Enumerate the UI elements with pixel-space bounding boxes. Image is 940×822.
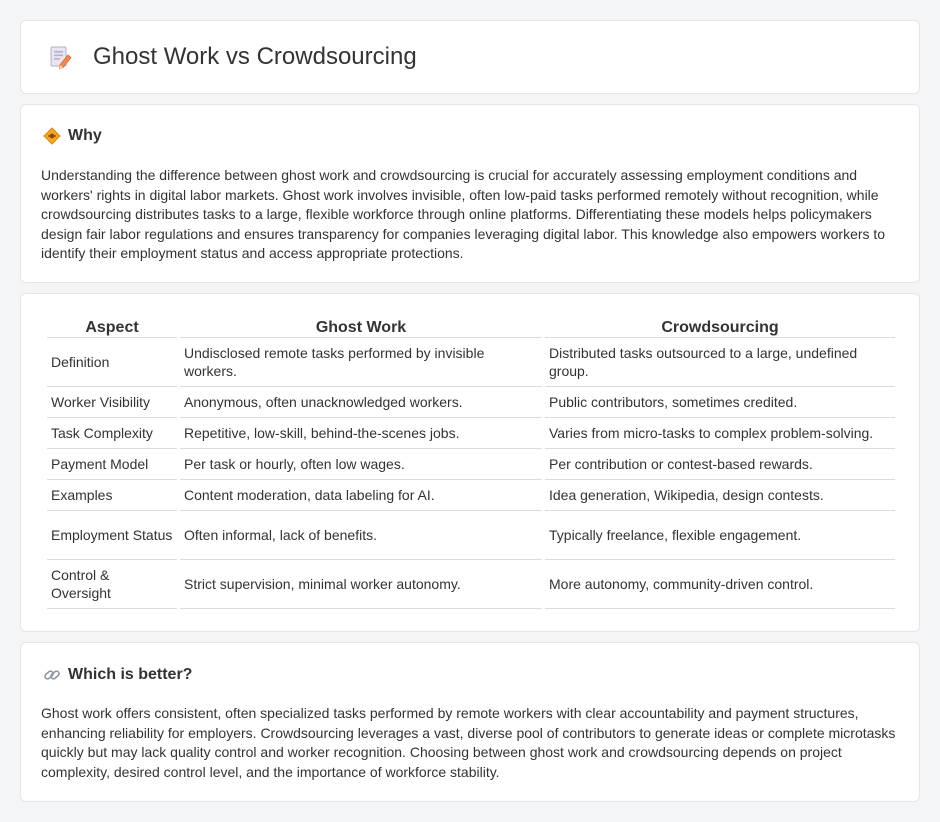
ghost-work-cell: Repetitive, low-skill, behind-the-scenes jobs. — [180, 418, 542, 449]
table-row — [47, 338, 895, 387]
crowdsourcing-cell: More autonomy, community-driven control. — [545, 560, 895, 609]
crowdsourcing-cell: Idea generation, Wikipedia, design contests. — [545, 480, 895, 511]
aspect-cell: Payment Model — [47, 449, 177, 480]
table-header-row — [47, 316, 895, 338]
table-row — [47, 480, 895, 511]
page-title: Ghost Work vs Crowdsourcing — [93, 43, 417, 70]
aspect-cell: Employment Status — [47, 511, 177, 560]
why-heading — [43, 127, 102, 145]
crowdsourcing-cell: Per contribution or contest-based rewards. — [545, 449, 895, 480]
better-heading — [43, 666, 192, 684]
link-icon — [43, 666, 61, 684]
ghost-work-cell: Strict supervision, minimal worker autonomy. — [180, 560, 542, 609]
header-aspect: Aspect — [47, 316, 177, 338]
header-crowdsourcing: Crowdsourcing — [545, 316, 895, 338]
ghost-work-cell: Per task or hourly, often low wages. — [180, 449, 542, 480]
comparison-card — [20, 293, 920, 632]
table-row — [47, 511, 895, 560]
table-row — [47, 418, 895, 449]
aspect-cell: Task Complexity — [47, 418, 177, 449]
aspect-cell: Worker Visibility — [47, 387, 177, 418]
header-card — [20, 20, 920, 94]
table-row — [47, 387, 895, 418]
diamond-sign-icon — [43, 127, 61, 145]
table-row — [47, 449, 895, 480]
ghost-work-cell: Anonymous, often unacknowledged workers. — [180, 387, 542, 418]
why-section — [20, 104, 920, 283]
which-is-better-section — [20, 642, 920, 802]
why-text: Understanding the difference between ghost work and crowdsourcing is crucial for accurately assessing employment conditions and workers' rights in digital labor markets. Ghost work involves invisible, often low-paid tasks performed remotely without recognition, while crowdsourcing distributes tasks to a large, flexible workforce through online platforms. Differentiating these models helps policymakers design fair labor regulations and ensures transparency for companies leveraging digital labor. This knowledge also empowers workers to identify their employment status and access appropriate protections. — [41, 167, 886, 262]
aspect-cell: Examples — [47, 480, 177, 511]
crowdsourcing-cell: Varies from micro-tasks to complex problem-solving. — [545, 418, 895, 449]
better-title: Which is better? — [68, 666, 193, 683]
crowdsourcing-cell: Public contributors, sometimes credited. — [545, 387, 895, 418]
document-pencil-icon — [47, 44, 73, 70]
aspect-cell: Definition — [47, 338, 177, 387]
crowdsourcing-cell: Typically freelance, flexible engagement. — [545, 511, 895, 560]
aspect-cell: Control & Oversight — [47, 560, 177, 609]
crowdsourcing-cell: Distributed tasks outsourced to a large, undefined group. — [545, 338, 895, 387]
table-row — [47, 560, 895, 609]
better-text: Ghost work offers consistent, often specialized tasks performed by remote workers with clear accountability and payment structures, enhancing reliability for employers. Crowdsourcing leverages a vast, diverse pool of contributors to generate ideas or complete microtasks quickly but may lack quality control and worker recognition. Choosing between ghost work and crowdsourcing depends on project complexity, desired control level, and the importance of workforce stability. — [41, 705, 896, 780]
ghost-work-cell: Often informal, lack of benefits. — [180, 511, 542, 560]
header-ghost-work: Ghost Work — [180, 316, 542, 338]
why-title: Why — [68, 127, 102, 144]
ghost-work-cell: Content moderation, data labeling for AI. — [180, 480, 542, 511]
comparison-table — [44, 316, 898, 609]
ghost-work-cell: Undisclosed remote tasks performed by invisible workers. — [180, 338, 542, 387]
